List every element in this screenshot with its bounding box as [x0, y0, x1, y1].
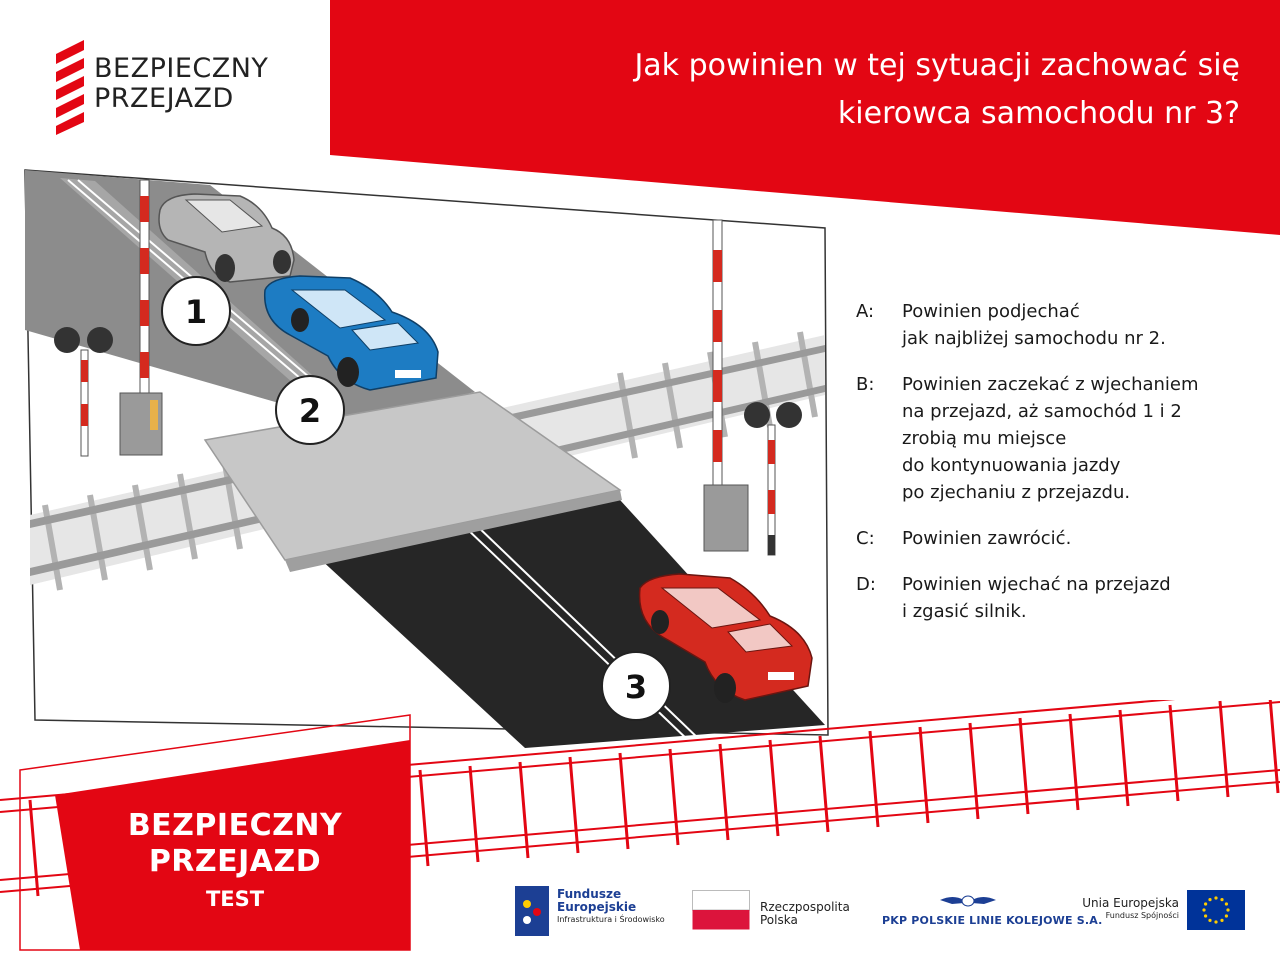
- car-number-1: [162, 277, 230, 345]
- brand-box-line1: BEZPIECZNY: [127, 808, 343, 843]
- brand-box: [70, 808, 400, 938]
- answer-b-letter: B:: [856, 374, 875, 395]
- car-number-2: [276, 376, 344, 444]
- question-line1: Jak powinien w tej sytuacji zachować się: [634, 48, 1240, 83]
- car-number-2-label: 2: [298, 392, 322, 430]
- eu-flag-icon: [1187, 890, 1245, 930]
- rp-line1: Rzeczpospolita: [760, 900, 850, 914]
- logo-line1: BEZPIECZNY: [94, 53, 269, 84]
- answer-b[interactable]: [856, 371, 1266, 506]
- brand-box-line2: PRZEJAZD: [148, 844, 322, 879]
- signal-left-lamp-icon: [54, 327, 80, 353]
- fe-logo-icon: [515, 886, 549, 936]
- answers-list: [856, 298, 1266, 644]
- car-number-1-label: 1: [184, 293, 208, 331]
- fe-sub: Infrastruktura i Środowisko: [557, 915, 665, 924]
- fe-line2: Europejskie: [557, 900, 637, 914]
- footer-logos: [500, 880, 1280, 950]
- answer-a-text: Powinien podjechać jak najbliżej samochodu nr 2.: [902, 301, 1166, 349]
- logo-line2: PRZEJAZD: [94, 83, 234, 114]
- logo-top: [50, 40, 290, 135]
- rp-line2: Polska: [760, 913, 798, 927]
- car-number-3-label: 3: [624, 668, 648, 706]
- answer-d-letter: D:: [856, 574, 876, 595]
- answer-c-text: Powinien zawrócić.: [902, 528, 1072, 549]
- barrier-right-box: [704, 485, 748, 551]
- pkp-wings-icon: [938, 892, 998, 910]
- answer-d-text: Powinien wjechać na przejazd i zgasić silnik.: [902, 574, 1171, 622]
- answer-d[interactable]: [856, 571, 1266, 625]
- pkp-label: PKP POLSKIE LINIE KOLEJOWE S.A.: [882, 914, 1103, 927]
- answer-c-letter: C:: [856, 528, 875, 549]
- answer-b-text: Powinien zaczekać z wjechaniem na przejazd, aż samochód 1 i 2 zrobią mu miejsce do kontynuowania jazdy po zjechaniu z przejazdu.: [902, 374, 1199, 503]
- answer-a[interactable]: [856, 298, 1266, 352]
- fe-logo: [515, 886, 695, 942]
- pkp-logo: [882, 892, 1103, 936]
- crossing-illustration: [0, 160, 840, 760]
- signal-right-lamp-icon: [744, 402, 770, 428]
- fe-line1: Fundusze: [557, 887, 622, 901]
- ue-sub: Fundusz Spójności: [1105, 911, 1179, 920]
- question-line2: kierowca samochodu nr 3?: [837, 96, 1240, 131]
- answer-c[interactable]: [856, 525, 1266, 552]
- ue-logo: [1060, 888, 1245, 938]
- question-title: [420, 42, 1240, 138]
- polish-flag-icon: [692, 890, 750, 930]
- brand-box-line3: TEST: [205, 887, 265, 911]
- rp-logo: [692, 890, 872, 940]
- answer-a-letter: A:: [856, 301, 875, 322]
- logo-stripes-icon: [50, 40, 90, 135]
- ue-line1: Unia Europejska: [1082, 896, 1179, 910]
